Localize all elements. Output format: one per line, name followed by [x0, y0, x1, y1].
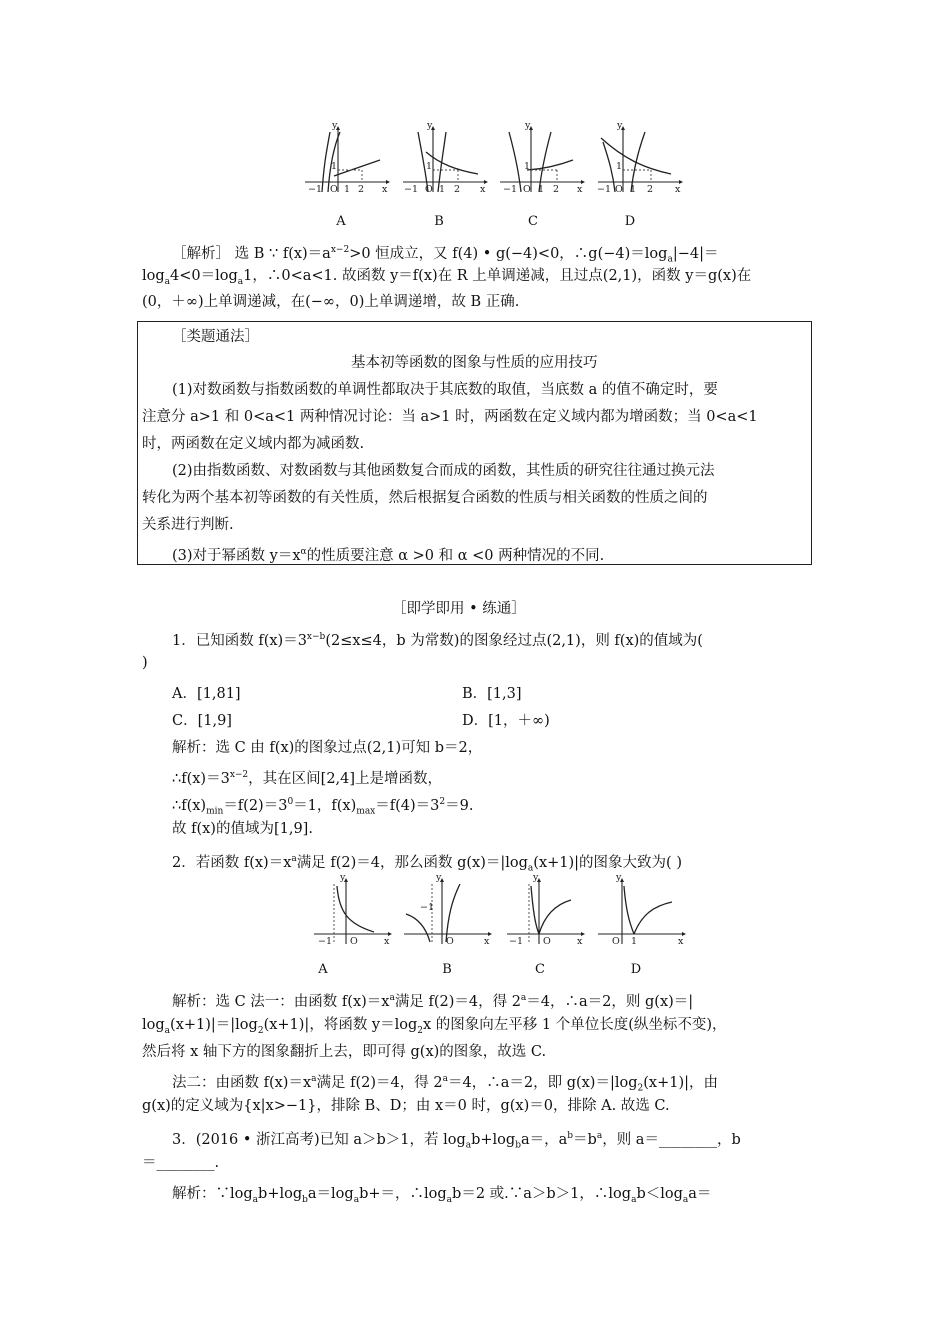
q2-graph-d-label: D: [630, 962, 642, 977]
s1-line2: $\therefore f(x)=3^{x-2}$，其在区间[2,4]上是增函数，: [172, 770, 443, 787]
svg-text:y: y: [340, 872, 346, 883]
q2-graph-a-label: A: [318, 962, 328, 977]
svg-text:y: y: [436, 872, 442, 883]
method-p3: (3)对于幂函数 $y=x^\alpha$的性质要注意 α >0 和 α <0 两种情况的不同.: [172, 547, 605, 564]
svg-text:O: O: [523, 184, 531, 195]
method-p2-l3: 关系进行判断.: [142, 517, 234, 533]
q1-option-a: A．[1,81]: [172, 686, 241, 702]
method-p2-l1: (2)由指数函数、对数函数与其他函数复合而成的函数，其性质的研究往往通过换元法: [172, 463, 715, 479]
s2-line5: g(x)的定义域为{x|x>−1}，排除 B、D；由 x＝0 时，g(x)＝0，排除 A. 故选 C.: [142, 1098, 670, 1114]
svg-text:O: O: [330, 184, 338, 195]
method-p2-l2: 转化为两个基本初等函数的有关性质，然后根据复合函数的性质与相关函数的性质之间的: [142, 490, 708, 506]
q2-graph-b-label: B: [442, 962, 452, 977]
svg-text:1: 1: [616, 161, 623, 172]
svg-text:1: 1: [426, 161, 433, 172]
svg-text:y: y: [533, 872, 539, 883]
q1-option-c: C．[1,9]: [172, 713, 232, 729]
svg-text:1: 1: [524, 161, 531, 172]
s2-line1: 解析：选 C 法一：由函数 $f(x)=x^a$满足 f(2)＝4，得 $2^a=4$，∴a＝2，则 g(x)＝|: [172, 993, 694, 1010]
q1-option-b: B．[1,3]: [462, 686, 522, 702]
s1-line3: $\therefore f(x)_{min}=f(2)=3^0=1$，$f(x)_{max}=f(4)=3^2=9$.: [172, 797, 474, 817]
svg-text:2: 2: [647, 184, 654, 195]
q1-close-paren: ): [142, 655, 148, 671]
q2-graph-d: [596, 872, 686, 947]
svg-text:O: O: [543, 936, 551, 947]
top-graph-d: [593, 120, 683, 195]
analysis1-line3: (0，＋∞)上单调递减，在(−∞，0)上单调递增，故 B 正确.: [142, 294, 520, 310]
top-graph-b-label: B: [434, 214, 444, 229]
svg-text:O: O: [446, 936, 454, 947]
svg-text:−1: −1: [318, 936, 333, 947]
svg-text:−1: −1: [420, 902, 435, 913]
svg-text:2: 2: [454, 184, 461, 195]
svg-text:1: 1: [630, 184, 637, 195]
top-graph-c-label: C: [528, 214, 538, 229]
svg-text:−1: −1: [503, 184, 518, 195]
svg-text:O: O: [615, 184, 623, 195]
svg-text:1: 1: [538, 184, 545, 195]
svg-text:y: y: [525, 120, 531, 131]
svg-text:y: y: [332, 120, 338, 131]
svg-text:1: 1: [344, 184, 351, 195]
svg-text:x: x: [382, 184, 388, 195]
analysis1-line1: ［解析］ 选 B ∵ $f(x)=a^{x-2}>0$ 恒成立，又 f(4) • g(−4)<0，$\therefore g(-4)=\log_a|-4|=$: [172, 245, 719, 265]
top-graph-a: [300, 120, 390, 195]
method-box-tag: ［类题通法］: [172, 329, 259, 345]
svg-text:1: 1: [439, 184, 446, 195]
svg-text:x: x: [480, 184, 486, 195]
q1-line1: 1．已知函数 $f(x)=3^{x-b}(2\le x\le 4$，b 为常数)的图象经过点(2,1)，则 f(x)的值域为(: [172, 632, 703, 649]
practice-heading: ［即学即用 • 练通］: [392, 601, 526, 617]
svg-text:−1: −1: [404, 184, 419, 195]
svg-text:O: O: [425, 184, 433, 195]
top-graph-c: [495, 120, 585, 195]
svg-text:x: x: [577, 184, 583, 195]
q2-line: 2．若函数 $f(x)=x^a$满足 f(2)＝4，那么函数 $g(x)=|\log_a(x+1)|$的图象大致为( ): [172, 854, 682, 874]
svg-text:y: y: [616, 872, 622, 883]
s3-line: 解析：$\because\log_ab+\log_ba=\log_ab+=$，$\therefore\log_ab=2$ 或.∵a＞b＞1，$\therefore\log_ab<\log_aa=$: [172, 1186, 712, 1205]
top-graph-b: [398, 120, 488, 195]
svg-text:x: x: [384, 936, 390, 947]
svg-text:x: x: [678, 936, 684, 947]
s1-line4: 故 f(x)的值域为[1,9].: [172, 821, 313, 837]
svg-text:2: 2: [553, 184, 560, 195]
svg-text:−1: −1: [597, 184, 612, 195]
svg-text:x: x: [675, 184, 681, 195]
svg-text:−1: −1: [308, 184, 323, 195]
svg-text:2: 2: [358, 184, 365, 195]
analysis1-line2: $\log_a4<0=\log_a1$，∴0<a<1. 故函数 y＝f(x)在 R 上单调递减，且过点(2,1)，函数 y＝g(x)在: [142, 268, 752, 287]
svg-text:O: O: [350, 936, 358, 947]
top-graph-a-label: A: [336, 214, 346, 229]
s2-line2: $\log_a(x+1)|=|\log_2(x+1)|$，将函数 $y=\log_2x$ 的图象向左平移 1 个单位长度(纵坐标不变)，: [142, 1017, 727, 1036]
svg-text:x: x: [577, 936, 583, 947]
method-box-title: 基本初等函数的图象与性质的应用技巧: [351, 355, 598, 371]
q1-option-d: D．[1，＋∞): [462, 713, 550, 729]
svg-text:1: 1: [631, 936, 638, 947]
svg-text:x: x: [484, 936, 490, 947]
method-p1-l3: 时，两函数在定义域内都为减函数.: [142, 436, 365, 452]
svg-text:1: 1: [331, 161, 338, 172]
q3-line1: 3．(2016 • 浙江高考)已知 a＞b＞1，若 $\log_ab+\log_ba=$，$a^b=b^a$，则 a＝________，b: [172, 1131, 741, 1151]
svg-text:y: y: [617, 120, 623, 131]
q2-graph-a: [312, 872, 392, 947]
s2-line4: 法二：由函数 $f(x)=x^a$满足 f(2)＝4，得 $2^a=4$，∴a＝2，即 $g(x)=|\log_2(x+1)|$，由: [172, 1074, 718, 1094]
q2-graph-c-label: C: [535, 962, 545, 977]
method-p1-l1: (1)对数函数与指数函数的单调性都取决于其底数的取值，当底数 a 的值不确定时，要: [172, 382, 718, 398]
svg-text:y: y: [427, 120, 433, 131]
svg-text:−1: −1: [509, 936, 524, 947]
s1-line1: 解析：选 C 由 f(x)的图象过点(2,1)可知 b＝2，: [172, 740, 483, 756]
q3-line2: ＝________.: [142, 1155, 220, 1171]
q2-graph-c: [505, 872, 585, 947]
s2-line3: 然后将 x 轴下方的图象翻折上去，即可得 g(x)的图象，故选 C.: [142, 1044, 547, 1060]
top-graph-d-label: D: [624, 214, 636, 229]
svg-text:O: O: [612, 936, 620, 947]
q2-graph-b: [402, 872, 492, 947]
method-p1-l2: 注意分 a>1 和 0<a<1 两种情况讨论：当 a>1 时，两函数在定义域内都为增函数；当 0<a<1: [142, 409, 758, 425]
